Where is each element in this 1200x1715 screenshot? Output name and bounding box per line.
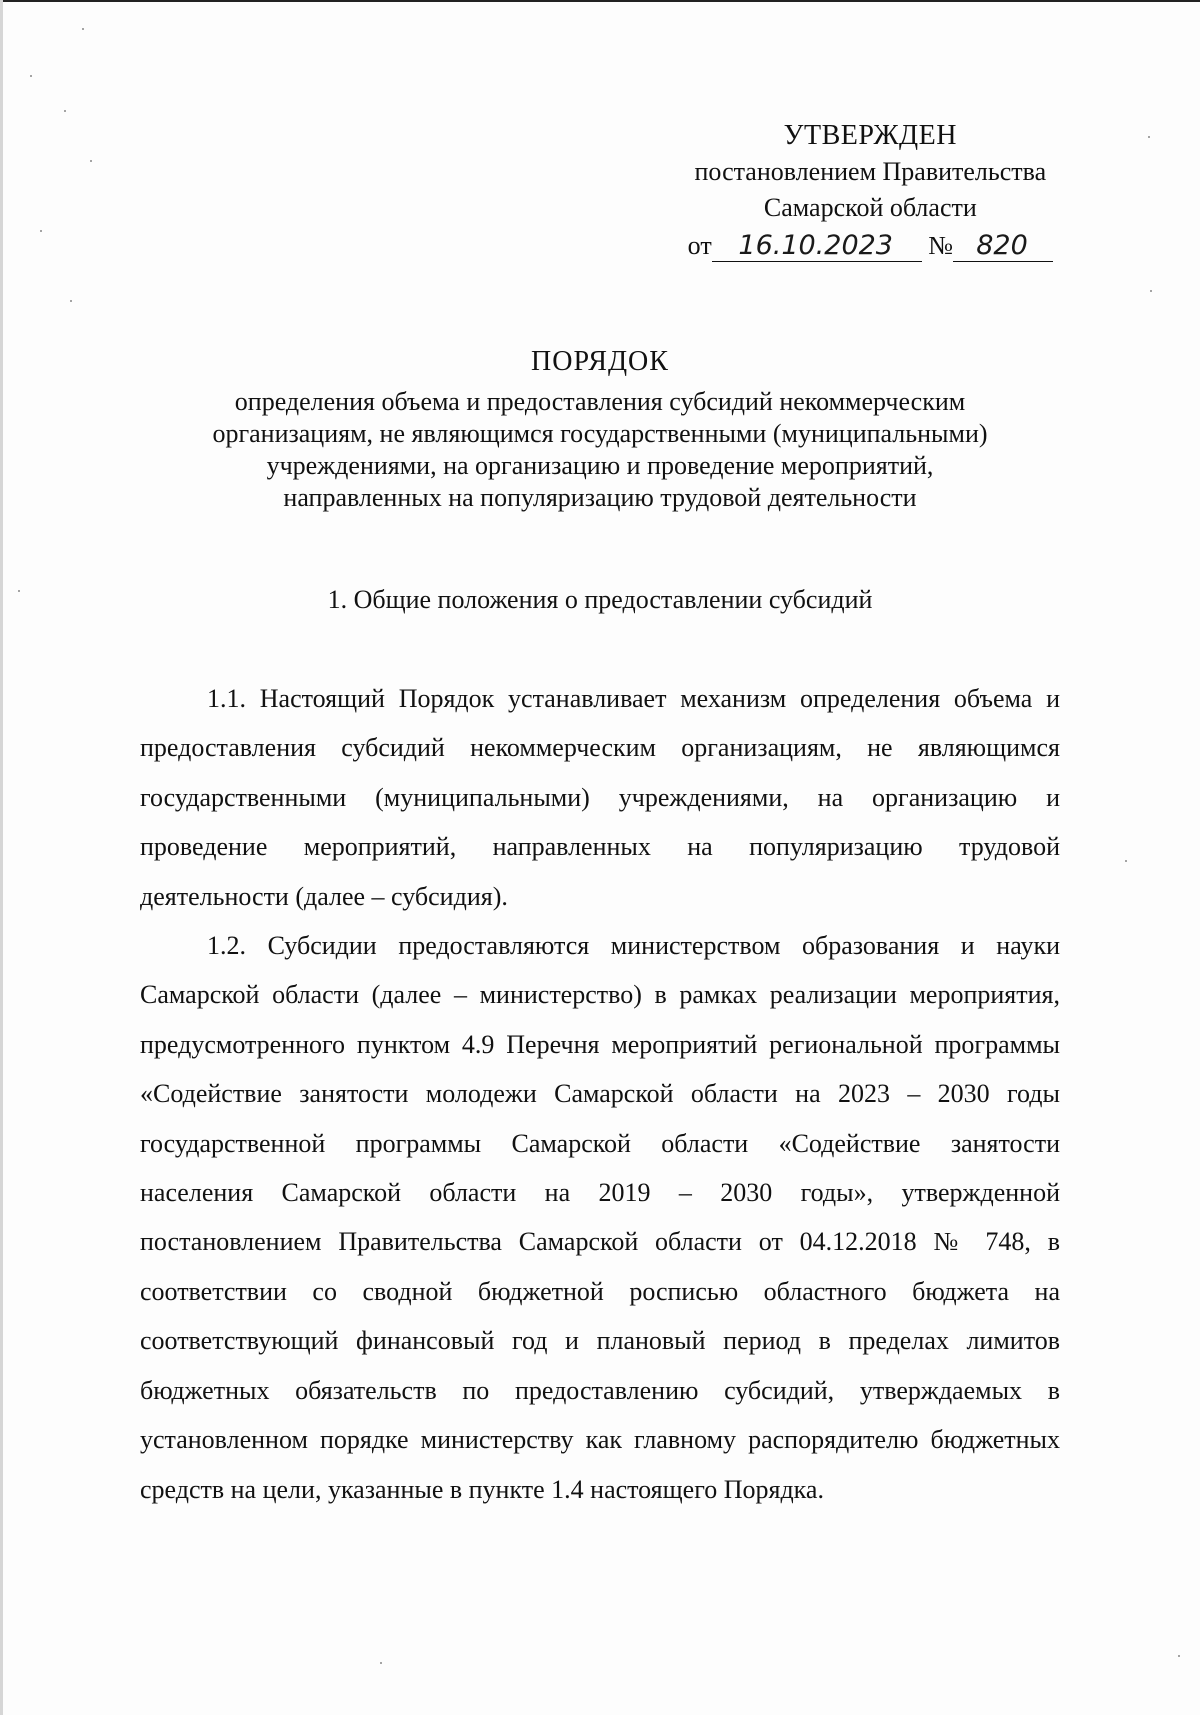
document-subtitle	[160, 386, 1040, 514]
scan-speck	[82, 28, 84, 30]
handwritten-number: 820	[953, 231, 1053, 262]
approval-line-2: Самарской области	[763, 193, 977, 222]
number-sign: №	[928, 231, 953, 260]
approval-title: УТВЕРЖДЕН	[783, 120, 957, 151]
scan-speck	[40, 230, 42, 232]
approval-block	[688, 118, 1053, 264]
subtitle-line: определения объема и предоставления субсидий некоммерческим	[234, 387, 966, 416]
scan-speck	[1150, 290, 1152, 292]
approval-line-1: постановлением Правительства	[694, 157, 1047, 186]
scan-speck	[1148, 136, 1150, 138]
date-prefix: от	[687, 231, 712, 260]
scan-speck	[30, 75, 32, 77]
scan-top-border	[0, 0, 1200, 2]
scan-speck	[70, 300, 72, 302]
approval-date-line	[688, 228, 1053, 264]
scan-speck	[90, 160, 92, 162]
section-heading: 1. Общие положения о предоставлении субсидий	[327, 585, 873, 614]
paragraph-1-2: 1.2. Субсидии предоставляются министерством образования и науки Самарской области (далее – министерство) в рамках реализации мероприятия, предусмотренного пунктом 4.9 Перечня мероприятий региональной программы «Содействие занятости молодежи Самарской области на 2023 – 2030 годы государственной программы Самарской области «Содействие занятости населения Самарской области на 2019 – 2030 годы», утвержденной постановлением Правительства Самарской области от 04.12.2018 № 748, в соответствии со сводной бюджетной росписью областного бюджета на соответствующий финансовый год и плановый период в пределах лимитов бюджетных обязательств по предоставлению субсидий, утверждаемых в установленном порядке министерству как главному распорядителю бюджетных средств на цели, указанные в пункте 1.4 настоящего Порядка.	[140, 931, 1060, 1504]
handwritten-date: 16.10.2023	[712, 231, 922, 262]
paragraph-1-1: 1.1. Настоящий Порядок устанавливает механизм определения объема и предоставления субсидий некоммерческим организациям, не являющимся государственными (муниципальными) учреждениями, на организацию и проведение мероприятий, направленных на популяризацию трудовой деятельности (далее – субсидия).	[140, 684, 1060, 911]
scan-left-edge	[0, 0, 3, 1715]
document-title: ПОРЯДОК	[531, 346, 669, 377]
subtitle-line: учреждениями, на организацию и проведение мероприятий,	[266, 451, 934, 480]
subtitle-line: направленных на популяризацию трудовой деятельности	[283, 483, 917, 512]
document-body	[140, 674, 1060, 1514]
scan-speck	[18, 590, 20, 592]
subtitle-line: организациям, не являющимся государственными (муниципальными)	[212, 419, 988, 448]
scan-speck	[380, 1662, 382, 1664]
scan-speck	[64, 110, 66, 112]
scan-speck	[1125, 860, 1127, 862]
scan-speck	[1178, 1655, 1180, 1657]
